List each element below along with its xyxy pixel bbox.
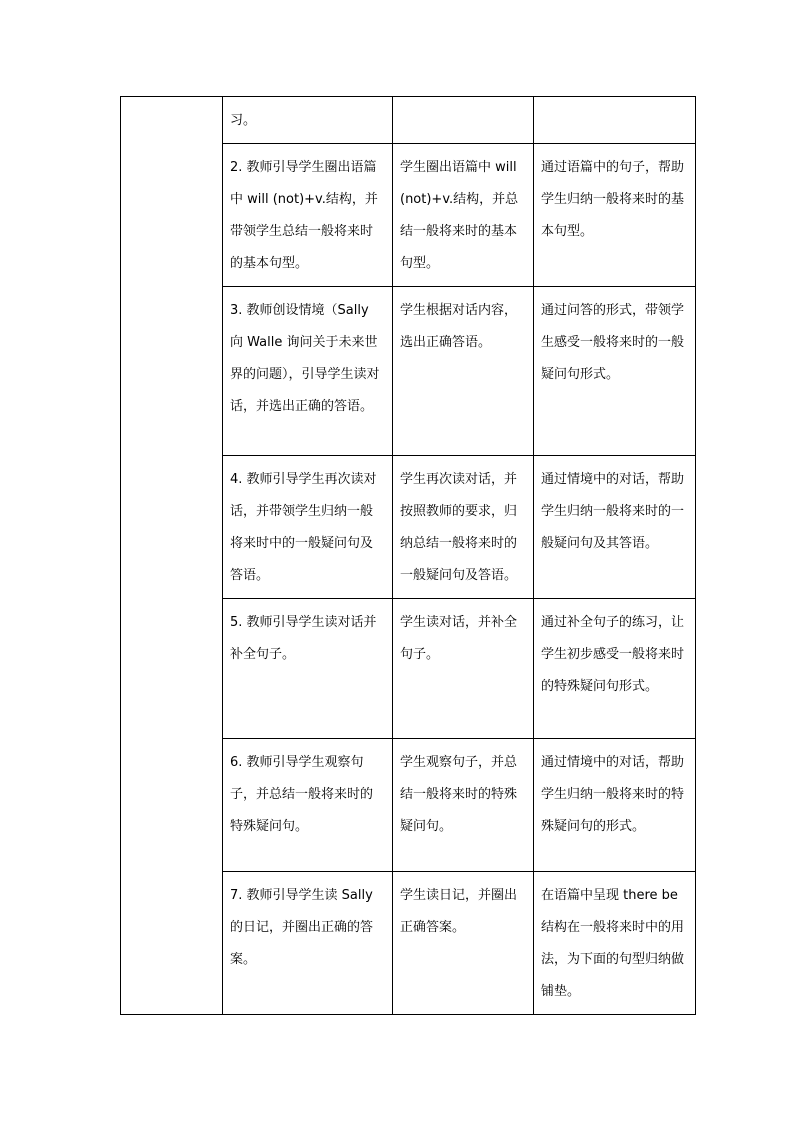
stage-cell: [121, 97, 223, 1015]
student-activity-cell: 学生根据对话内容，选出正确答语。: [393, 287, 534, 456]
purpose-cell: 通过问答的形式，带领学生感受一般将来时的一般疑问句形式。: [534, 287, 696, 456]
lesson-plan-table: [120, 96, 696, 1015]
teacher-activity-cell: 7. 教师引导学生读 Sally 的日记，并圈出正确的答案。: [223, 872, 393, 1015]
student-activity-cell: [393, 97, 534, 144]
teacher-activity-cell: 6. 教师引导学生观察句子，并总结一般将来时的特殊疑问句。: [223, 739, 393, 872]
student-activity-cell: 学生读日记，并圈出正确答案。: [393, 872, 534, 1015]
purpose-cell: 通过情境中的对话，帮助学生归纳一般将来时的特殊疑问句的形式。: [534, 739, 696, 872]
student-activity-cell: 学生观察句子，并总结一般将来时的特殊疑问句。: [393, 739, 534, 872]
purpose-cell: 在语篇中呈现 there be 结构在一般将来时中的用法，为下面的句型归纳做铺垫。: [534, 872, 696, 1015]
teacher-activity-cell: 4. 教师引导学生再次读对话，并带领学生归纳一般将来时中的一般疑问句及答语。: [223, 456, 393, 599]
purpose-cell: 通过补全句子的练习，让学生初步感受一般将来时的特殊疑问句形式。: [534, 599, 696, 739]
student-activity-cell: 学生读对话，并补全句子。: [393, 599, 534, 739]
teacher-activity-cell: 3. 教师创设情境（Sally 向 Walle 询问关于未来世界的问题），引导学生读对话，并选出正确的答语。: [223, 287, 393, 456]
purpose-cell: 通过语篇中的句子，帮助学生归纳一般将来时的基本句型。: [534, 144, 696, 287]
student-activity-cell: 学生再次读对话，并按照教师的要求，归纳总结一般将来时的一般疑问句及答语。: [393, 456, 534, 599]
teacher-activity-cell: 习。: [223, 97, 393, 144]
teacher-activity-cell: 5. 教师引导学生读对话并补全句子。: [223, 599, 393, 739]
student-activity-cell: 学生圈出语篇中 will (not)+v.结构，并总结一般将来时的基本句型。: [393, 144, 534, 287]
purpose-cell: [534, 97, 696, 144]
purpose-cell: 通过情境中的对话，帮助学生归纳一般将来时的一般疑问句及其答语。: [534, 456, 696, 599]
table-row: [121, 97, 696, 144]
teacher-activity-cell: 2. 教师引导学生圈出语篇中 will (not)+v.结构，并带领学生总结一般将来时的基本句型。: [223, 144, 393, 287]
